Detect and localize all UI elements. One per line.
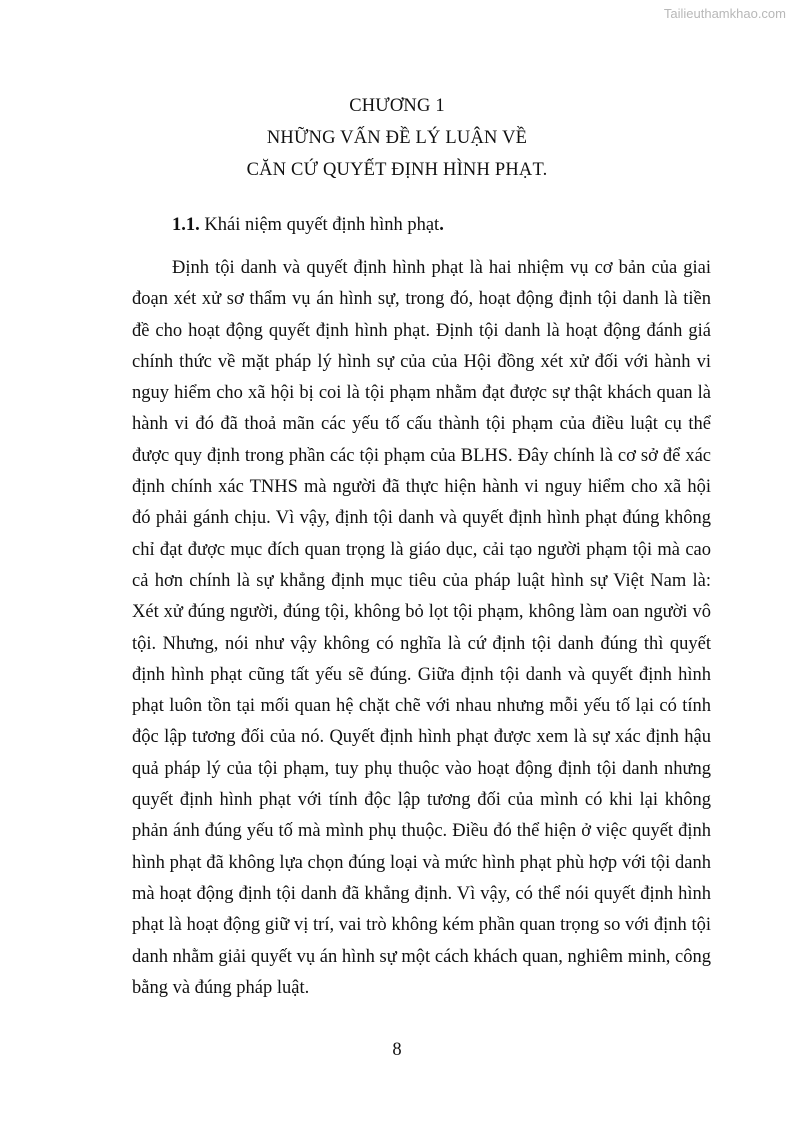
- chapter-heading: [0, 90, 794, 186]
- body-paragraph-text: Định tội danh và quyết định hình phạt là hai nhiệm vụ cơ bản của giai đoạn xét xử sơ thẩm vụ án hình sự, trong đó, hoạt động định tội danh là tiền đề cho hoạt động quyết định hình phạt. Định tội danh là hoạt động đánh giá chính thức về mặt pháp lý hình sự của của Hội đồng xét xử đối với hành vi nguy hiểm cho xã hội bị coi là tội phạm nhằm đạt được sự thật khách quan là hành vi đó đã thoả mãn các yếu tố cấu thành tội phạm của điều luật cụ thể được quy định trong phần các tội phạm của BLHS. Đây chính là cơ sở để xác định chính xác TNHS mà người đã thực hiện hành vi nguy hiểm cho xã hội đó phải gánh chịu. Vì vậy, định tội danh và quyết định hình phạt đúng không chỉ đạt được mục đích quan trọng là giáo dục, cải tạo người phạm tội mà cao cả hơn chính là sự khẳng định mục tiêu của pháp luật hình sự Việt Nam là: Xét xử đúng người, đúng tội, không bỏ lọt tội phạm, không làm oan người vô tội. Nhưng, nói như vậy không có nghĩa là cứ định tội danh đúng thì quyết định hình phạt cũng tất yếu sẽ đúng. Giữa định tội danh và quyết định hình phạt luôn tồn tại mối quan hệ chặt chẽ với nhau nhưng mỗi yếu tố lại có tính độc lập tương đối của nó. Quyết định hình phạt được xem là sự xác định hậu quả pháp lý của tội phạm, tuy phụ thuộc vào hoạt động định tội danh nhưng quyết định hình phạt với tính độc lập tương đối của mình có khi lại không phản ánh đúng yếu tố mà mình phụ thuộc. Điều đó thể hiện ở việc quyết định hình phạt đã không lựa chọn đúng loại và mức hình phạt phù hợp với tội danh mà hoạt động định tội danh đã khẳng định. Vì vậy, có thể nói quyết định hình phạt là hoạt động giữ vị trí, vai trò không kém phần quan trọng so với định tội danh nhằm giải quyết vụ án hình sự một cách khách quan, nghiêm minh, công bằng và đúng pháp luật.: [132, 258, 711, 998]
- chapter-number: CHƯƠNG 1: [349, 96, 445, 116]
- page-number: 8: [392, 1040, 402, 1060]
- chapter-title-line-2: CĂN CỨ QUYẾT ĐỊNH HÌNH PHẠT.: [246, 160, 548, 180]
- section-title: Khái niệm quyết định hình phạt: [199, 215, 440, 235]
- section-title-end: .: [439, 215, 444, 235]
- watermark: Tailieuthamkhao.com: [663, 6, 786, 21]
- section-heading: [172, 215, 444, 236]
- body-paragraph: [132, 253, 711, 1004]
- section-number: 1.1.: [172, 215, 200, 235]
- chapter-title-line-1: NHỮNG VẤN ĐỀ LÝ LUẬN VỀ: [266, 128, 528, 148]
